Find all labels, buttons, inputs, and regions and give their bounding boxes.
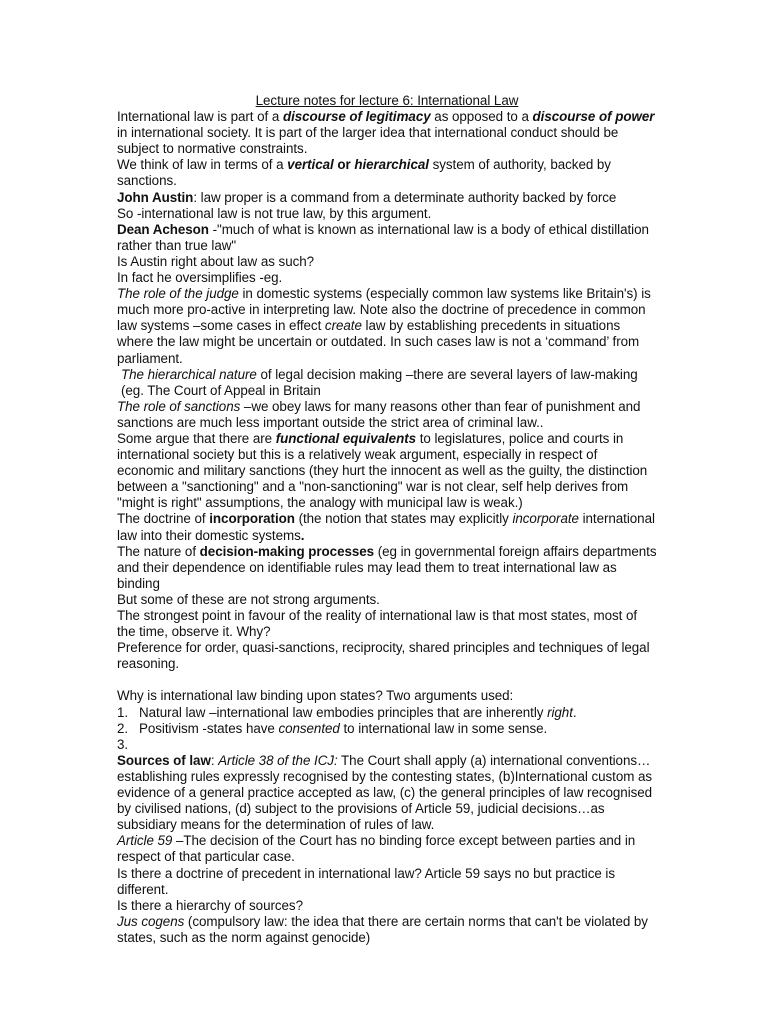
person-name: Dean Acheson <box>117 221 209 237</box>
emphasis-text: Article 59 <box>117 833 173 849</box>
text: : <box>210 752 219 768</box>
blank-line <box>117 672 657 688</box>
paragraph-functional-equivalents <box>117 431 657 511</box>
emphasis-text: consented <box>278 720 340 736</box>
paragraph-role-of-judge <box>117 286 657 366</box>
paragraph-john-austin <box>117 190 657 206</box>
emphasis-text: The hierarchical nature <box>121 366 257 382</box>
paragraph-sources-of-law <box>117 753 657 833</box>
paragraph-incorporation <box>117 511 657 543</box>
list-number: 3. <box>117 736 129 752</box>
list-item-text <box>139 705 577 721</box>
paragraph-jus-cogens <box>117 914 657 946</box>
emphasis-text: The role of sanctions <box>117 398 241 414</box>
paragraph-why-binding: Why is international law binding upon states? Two arguments used: <box>117 688 514 704</box>
text: (the notion that states may explicitly <box>294 511 513 527</box>
text: –The decision of the Court has no binding force except between parties and in respect of that particular case. <box>117 833 636 865</box>
emphasis-text: The role of the judge <box>117 286 239 302</box>
text: Positivism -states have <box>139 720 279 736</box>
list-number: 2. <box>117 720 129 736</box>
list-item-text <box>139 721 547 737</box>
text: Some argue that there are <box>117 430 276 446</box>
text: Natural law –international law embodies principles that are inherently <box>139 704 548 720</box>
text: in domestic systems (especially common law systems like Britain's) is much more pro-active in interpreting law. Note also the doctrine of precedence in common law systems –some cases in effect <box>117 286 651 334</box>
paragraph-hierarchy-question: Is there a hierarchy of sources? <box>117 897 303 913</box>
emphasis-text: vertical <box>287 157 334 173</box>
paragraph-strongest-point: The strongest point in favour of the reality of international law is that most states, most of the time, observe it. Why? <box>117 608 638 640</box>
emphasis-text: hierarchical <box>354 157 429 173</box>
text: of legal decision making –there are several layers of law-making (eg. The Court of Appeal in Britain <box>121 366 638 398</box>
text: We think of law in terms of a <box>117 157 288 173</box>
paragraph-decision-making <box>117 544 657 592</box>
paragraph-not-true-law: So -international law is not true law, by this argument. <box>117 205 432 221</box>
text: as opposed to a <box>430 109 533 125</box>
text: in international society. It is part of the larger idea that international conduct should be subject to normative constraints. <box>117 125 619 157</box>
text: International law is part of a <box>117 109 283 125</box>
emphasis-text: . <box>300 527 305 543</box>
text: international law into their domestic systems <box>117 511 655 543</box>
emphasis-text: right <box>547 704 573 720</box>
paragraph-role-of-sanctions <box>117 399 657 431</box>
text: law by establishing precedents in situations where the law might be uncertain or outdated. In such cases law is not a ‘command’ from parliament. <box>117 318 640 366</box>
person-name: John Austin <box>117 189 194 205</box>
text: (eg in governmental foreign affairs departments and their dependence on identifiable rules may lead them to treat international law as binding <box>117 543 657 591</box>
list-item <box>117 721 657 737</box>
paragraph-preference: Preference for order, quasi-sanctions, reciprocity, shared principles and techniques of legal reasoning. <box>117 640 650 672</box>
emphasis-text: Article 38 of the ICJ: <box>218 752 338 768</box>
text: to international law in some sense. <box>339 720 548 736</box>
list-number: 1. <box>117 704 129 720</box>
paragraph-article-59 <box>117 833 657 865</box>
text: The nature of <box>117 543 200 559</box>
paragraph-precedent-question: Is there a doctrine of precedent in international law? Article 59 says no but practice is different. <box>117 865 615 897</box>
text: : law proper is a command from a determinate authority backed by force <box>193 189 617 205</box>
emphasis-text: incorporation <box>209 511 295 527</box>
paragraph-hierarchical-nature <box>117 367 657 399</box>
text: to legislatures, police and courts in international society but this is a relatively weak argument, especially in respect of economic and military sanctions (they hurt the innocent as well as the guilty, the distinction between a "sanctioning" and a "non-sanctioning" war is not clear, self help derives from "might is right" assumptions, the analogy with municipal law is weak.) <box>117 430 648 511</box>
emphasis-text: functional equivalents <box>275 430 417 446</box>
text: The Court shall apply (a) international conventions…establishing rules expressly recognised by the contesting states, (b)International custom as evidence of a general practice accepted as law, (c) the general principles of law recognised by civilised nations, (d) subject to the provisions of Article 59, judicial decisions…as subsidiary means for the determination of rules of law. <box>117 752 653 833</box>
text: -"much of what is known as international law is a body of ethical distillation rather than true law" <box>117 221 649 253</box>
lecture-notes-page <box>117 93 657 946</box>
emphasis-text: discourse of power <box>532 109 655 125</box>
paragraph-austin-question: Is Austin right about law as such? <box>117 253 315 269</box>
emphasis-text: Sources of law <box>117 752 211 768</box>
text: (compulsory law: the idea that there are certain norms that can't be violated by states, such as the norm against genocide) <box>117 913 648 945</box>
paragraph-dean-acheson <box>117 222 657 254</box>
emphasis-text: or <box>333 157 355 173</box>
paragraph-not-strong: But some of these are not strong arguments. <box>117 591 380 607</box>
arguments-list <box>117 705 657 753</box>
emphasis-text: discourse of legitimacy <box>282 109 431 125</box>
paragraph-oversimplifies: In fact he oversimplifies -eg. <box>117 270 283 286</box>
text: The doctrine of <box>117 511 210 527</box>
emphasis-text: incorporate <box>512 511 579 527</box>
page-title: Lecture notes for lecture 6: International Law <box>255 93 519 108</box>
text: system of authority, backed by sanctions. <box>117 157 611 189</box>
paragraph-vertical-law <box>117 157 657 189</box>
list-item <box>117 737 657 753</box>
paragraph-intro <box>117 109 657 157</box>
text: . <box>572 704 577 720</box>
list-item <box>117 705 657 721</box>
emphasis-text: create <box>324 318 362 334</box>
emphasis-text: decision-making processes <box>199 543 375 559</box>
emphasis-text: Jus cogens <box>117 913 185 929</box>
text: –we obey laws for many reasons other than fear of punishment and sanctions are much less important outside the strict area of criminal law.. <box>117 398 641 430</box>
